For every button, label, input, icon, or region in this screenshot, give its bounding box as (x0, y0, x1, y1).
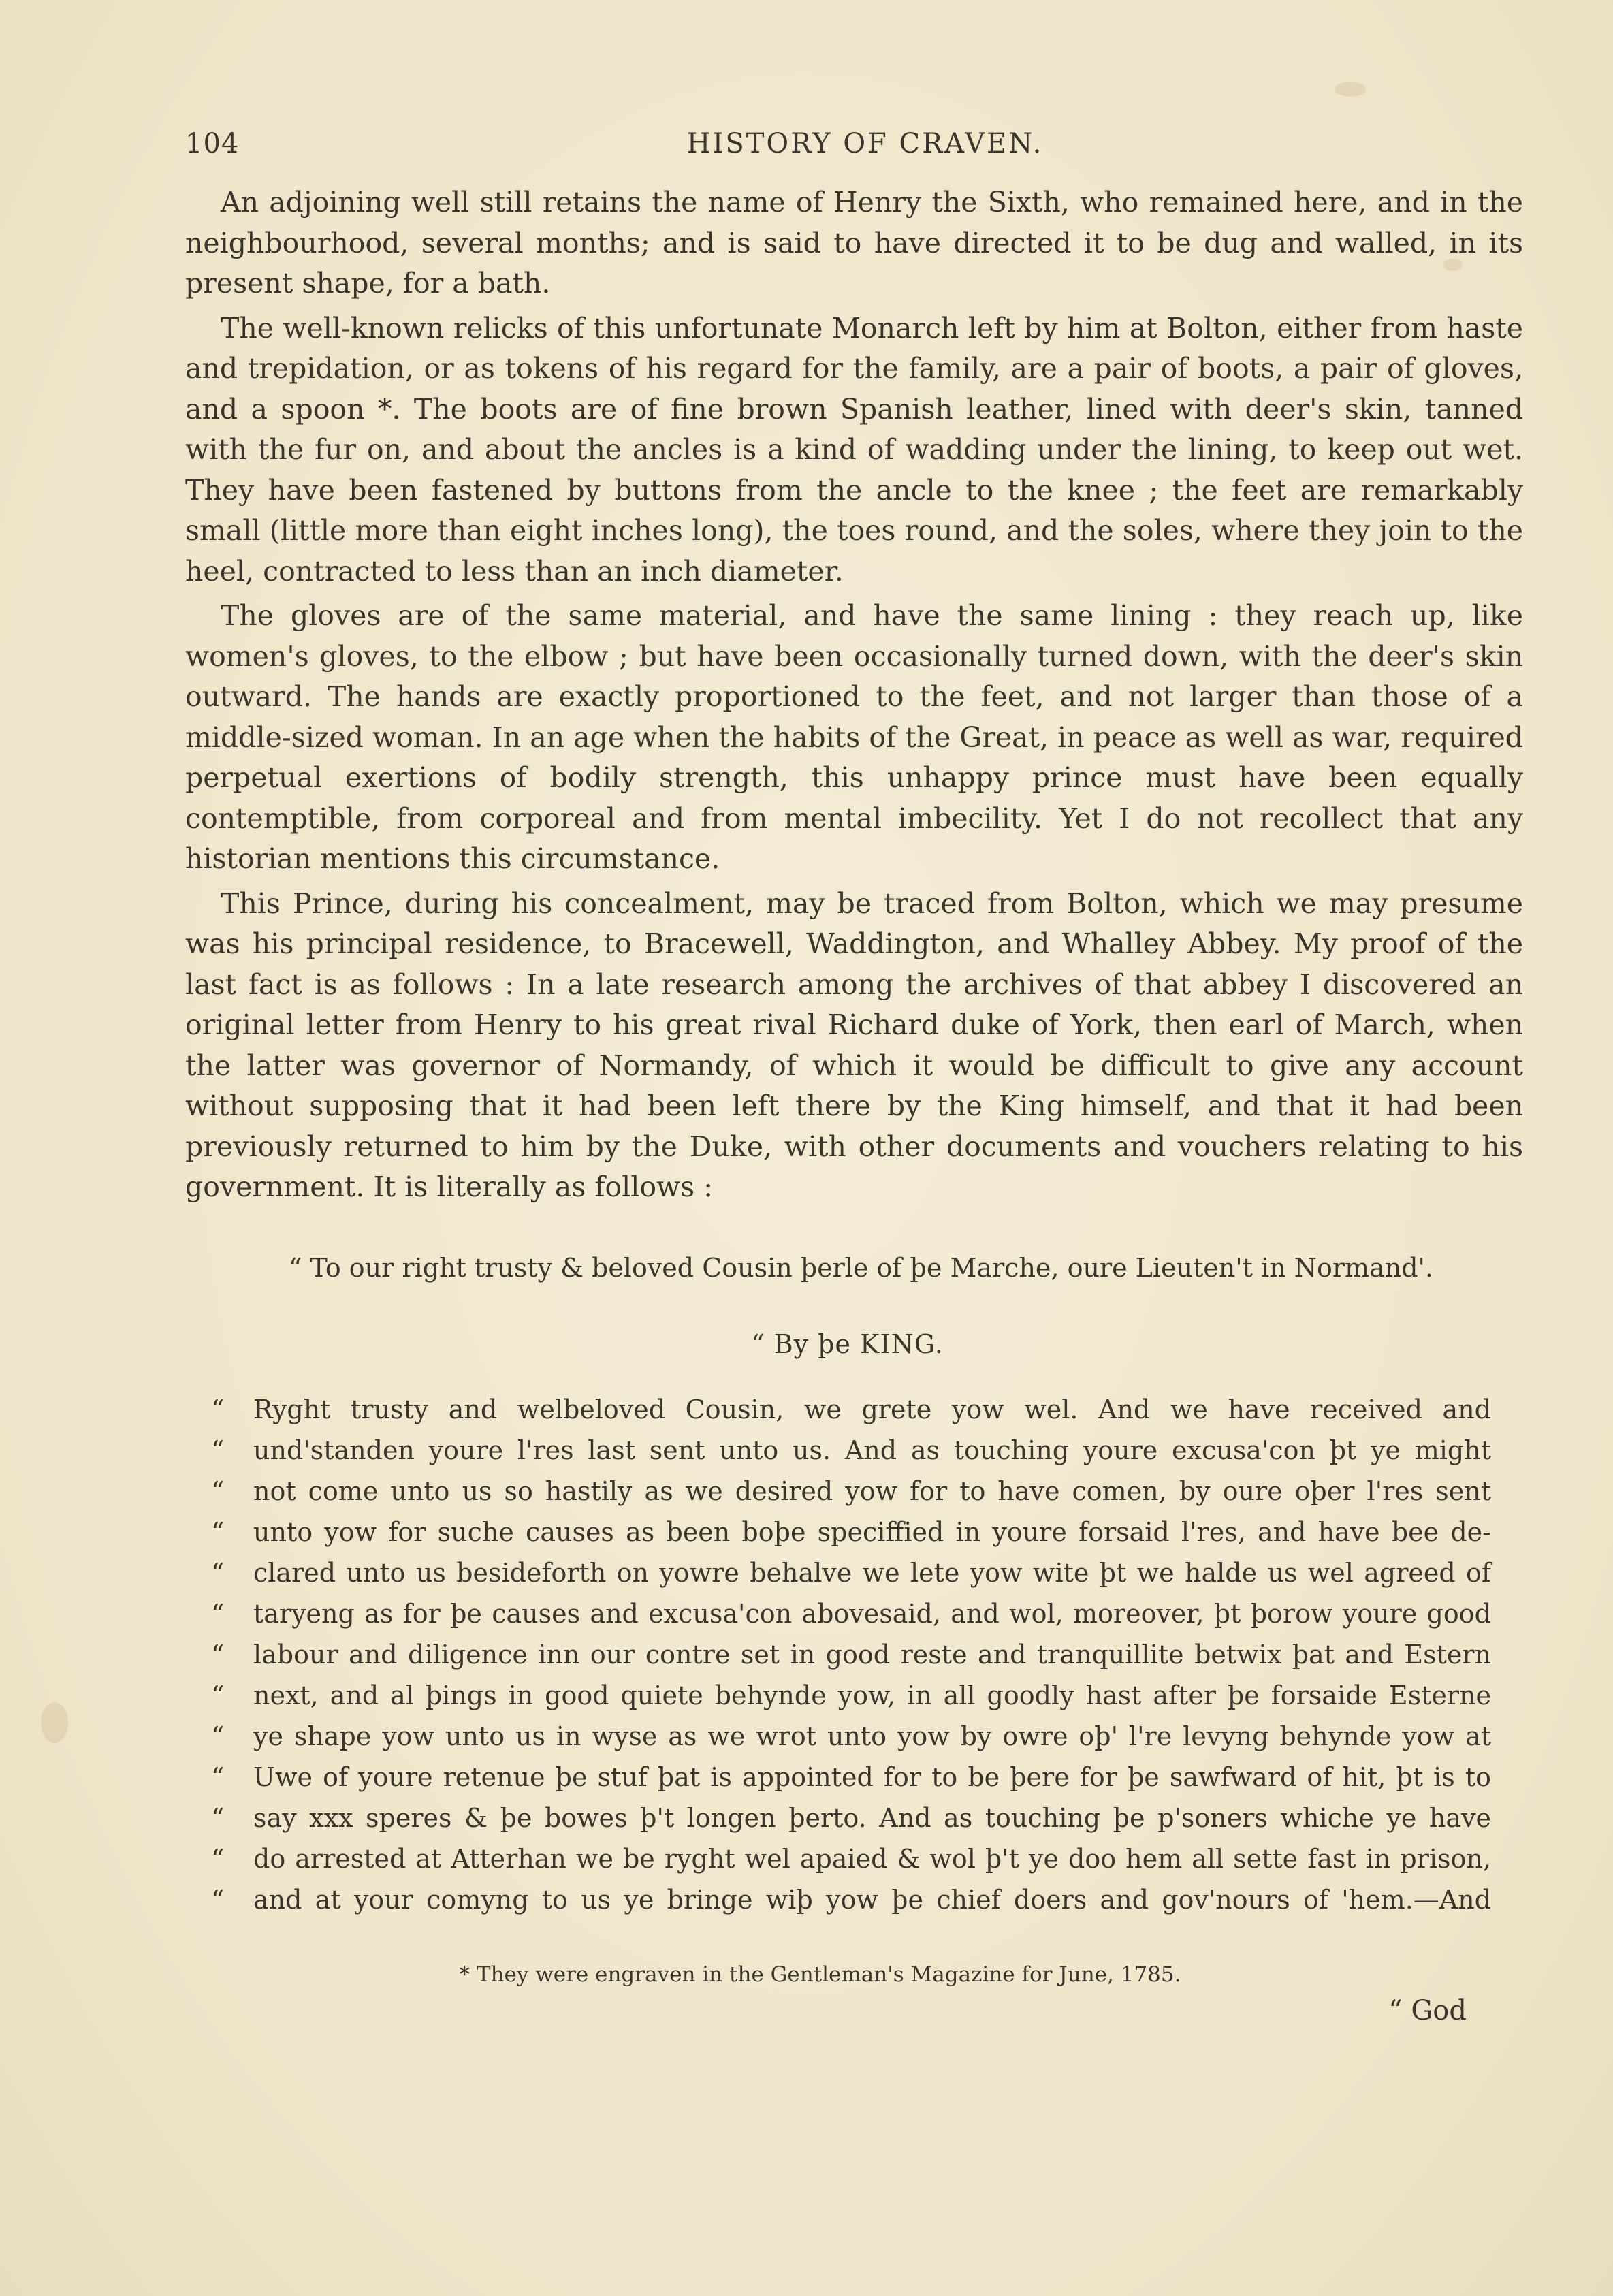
letter-line-text: and at your comyng to us ye bringe wiþ yow þe chief doers and gov'nours of 'hem.—And (253, 1885, 1491, 1915)
footnote: * They were engraven in the Gentleman's Magazine for June, 1785. (459, 1962, 1181, 1987)
quote-mark: “ (211, 1599, 225, 1629)
quote-mark: “ (211, 1476, 225, 1506)
quote-mark: “ (211, 1885, 225, 1915)
quote-mark: “ (211, 1435, 225, 1465)
letter-line-text: unto yow for suche causes as been boþe speciffied in youre forsaid l'res, and have bee de- (253, 1517, 1491, 1547)
letter-line-text: clared unto us besideforth on yowre behalve we lete yow wite þt we halde us wel agreed of (253, 1558, 1491, 1588)
letter-line (211, 1716, 1491, 1757)
paragraph: This Prince, during his concealment, may be traced from Bolton, which we may presume was his principal residence, to Bracewell, Waddington, and Whalley Abbey. My proof of the last fact is as follows : In a late research among the archives of that abbey I discovered an original letter from Henry to his great rival Richard duke of York, then earl of March, when the latter was governor of Normandy, of which it would be difficult to give any account without supposing that it had been left there by the King himself, and that it had been previously returned to him by the Duke, with other documents and vouchers relating to his government. It is literally as follows : (185, 887, 1523, 1203)
body-text (185, 182, 1523, 1208)
paper-stain (41, 1702, 68, 1743)
page-number: 104 (185, 128, 240, 159)
letter-line (211, 1634, 1491, 1675)
letter-line (211, 1471, 1491, 1512)
letter-line-text: not come unto us so hastily as we desired yow for to have comen, by oure oþer l'res sent (253, 1476, 1491, 1506)
quote-mark: “ (211, 1394, 225, 1424)
paragraph: An adjoining well still retains the name of Henry the Sixth, who remained here, and in the neighbourhood, several months; and is said to have directed it to be dug and walled, in its present shape, for a bath. (185, 186, 1523, 300)
letter-salutation: “ By þe KING. (751, 1329, 944, 1359)
letter-line (211, 1879, 1491, 1920)
letter-line-text: do arrested at Atterhan we be ryght wel apaied & wol þ't ye doo hem all sette fast in prison, (253, 1844, 1491, 1874)
letter-line-text: next, and al þings in good quiete behynde yow, in all goodly hast after þe forsaide Esterne (253, 1680, 1491, 1710)
letter-line (211, 1593, 1491, 1634)
letter-text (211, 1389, 1491, 1920)
paper-stain (1335, 82, 1366, 97)
letter-line-text: labour and diligence inn our contre set in good reste and tranquillite betwix þat and Estern (253, 1640, 1491, 1670)
letter-line (211, 1389, 1491, 1430)
quote-mark: “ (211, 1517, 225, 1547)
paragraph: The well-known relicks of this unfortunate Monarch left by him at Bolton, either from haste and trepidation, or as tokens of his regard for the family, are a pair of boots, a pair of gloves, and a spoon *. The boots are of fine brown Spanish leather, lined with deer's skin, tanned with the fur on, and about the ancles is a kind of wadding under the lining, to keep out wet. They have been fastened by buttons from the ancle to the knee ; the feet are remarkably small (little more than eight inches long), the toes round, and the soles, where they join to the heel, contracted to less than an inch diameter. (185, 311, 1523, 588)
letter-line (211, 1512, 1491, 1552)
letter-line-text: und'standen youre l'res last sent unto us. And as touching youre excusa'con þt ye might (253, 1435, 1491, 1465)
paragraph: The gloves are of the same material, and have the same lining : they reach up, like women's gloves, to the elbow ; but have been occasionally turned down, with the deer's skin outward. The hands are exactly proportioned to the feet, and not larger than those of a middle-sized woman. In an age when the habits of the Great, in peace as well as war, required perpetual exertions of bodily strength, this unhappy prince must have been equally contemptible, from corporeal and from mental imbecility. Yet I do not recollect that any historian mentions this circumstance. (185, 599, 1523, 875)
catchword: “ God (1388, 1995, 1467, 2026)
quote-mark: “ (211, 1844, 225, 1874)
page-header (185, 128, 1504, 169)
letter-line-text: Uwe of youre retenue þe stuf þat is appointed for to be þere for þe sawfward of hit, þt is to (253, 1762, 1491, 1792)
letter-line (211, 1552, 1491, 1593)
letter-line-text: taryeng as for þe causes and excusa'con abovesaid, and wol, moreover, þt þorow youre good (253, 1599, 1491, 1629)
quote-mark: “ (211, 1762, 225, 1792)
letter-line-text: Ryght trusty and welbeloved Cousin, we grete yow wel. And we have received and (253, 1394, 1491, 1424)
quote-mark: “ (211, 1680, 225, 1710)
letter-line-text: ye shape yow unto us in wyse as we wrot unto yow by owre oþ' l're levyng behynde yow at (253, 1721, 1491, 1751)
letter-line (211, 1430, 1491, 1471)
letter-address: “ To our right trusty & beloved Cousin þerle of þe Marche, oure Lieuten't in Normand'. (288, 1253, 1434, 1283)
quote-mark: “ (211, 1640, 225, 1670)
quote-mark: “ (211, 1558, 225, 1588)
letter-line (211, 1798, 1491, 1838)
running-title: HISTORY OF CRAVEN. (686, 128, 1044, 159)
quote-mark: “ (211, 1721, 225, 1751)
quote-mark: “ (211, 1803, 225, 1833)
letter-line (211, 1757, 1491, 1798)
letter-line-text: say xxx speres & þe bowes þ't longen þerto. And as touching þe p'soners whiche ye have (253, 1803, 1491, 1833)
letter-line (211, 1675, 1491, 1716)
letter-line (211, 1838, 1491, 1879)
